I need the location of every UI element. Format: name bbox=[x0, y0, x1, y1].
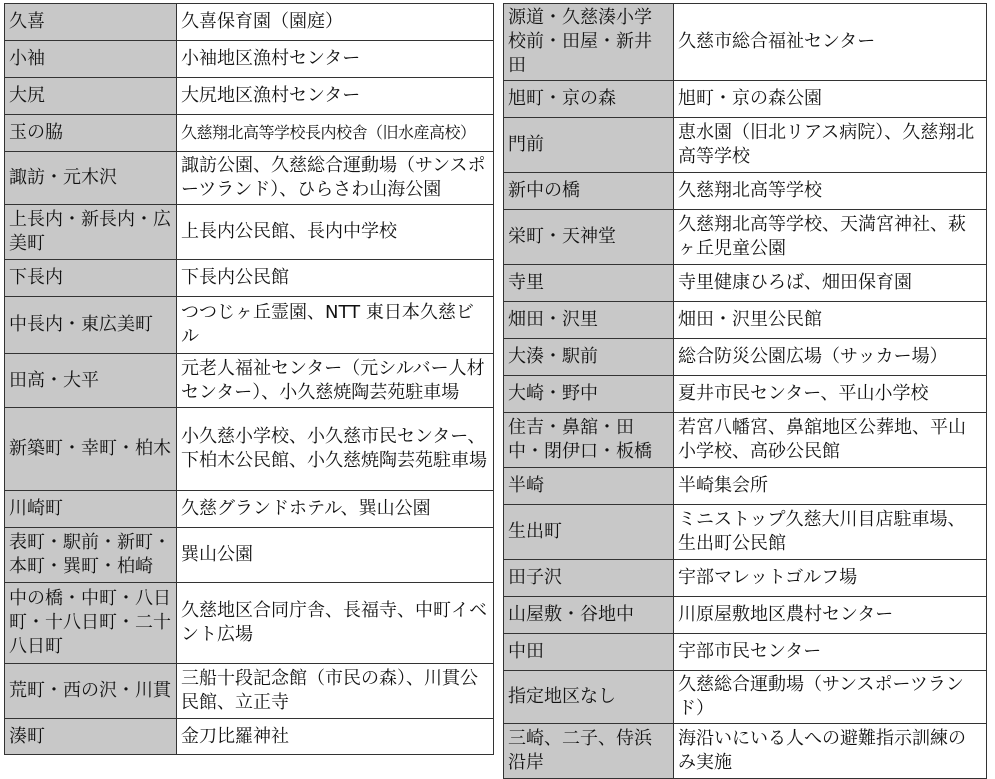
table-row bbox=[504, 4, 987, 81]
evacuation-site-cell: 寺里健康ひろば、畑田保育園 bbox=[674, 265, 987, 302]
table-row bbox=[504, 376, 987, 413]
table-row bbox=[5, 719, 494, 755]
table-row bbox=[5, 205, 494, 260]
evacuation-site-cell: 下長内公民館 bbox=[177, 260, 494, 297]
table-body-right bbox=[504, 4, 987, 779]
evacuation-site-cell: つつじヶ丘霊園、NTT 東日本久慈ビル bbox=[177, 297, 494, 354]
area-name-cell: 生出町 bbox=[504, 505, 674, 560]
evacuation-site-cell: 久慈翔北高等学校、天満宮神社、萩ヶ丘児童公園 bbox=[674, 210, 987, 265]
area-name-cell: 湊町 bbox=[5, 719, 177, 755]
table-row bbox=[504, 468, 987, 505]
area-name-cell: 栄町・天神堂 bbox=[504, 210, 674, 265]
evacuation-site-cell: 久慈翔北高等学校 bbox=[674, 173, 987, 210]
table-row bbox=[504, 265, 987, 302]
table-row bbox=[504, 210, 987, 265]
area-name-cell: 大湊・駅前 bbox=[504, 339, 674, 376]
evacuation-site-cell: 元老人福祉センター（元シルバー人材センター）、小久慈焼陶芸苑駐車場 bbox=[177, 354, 494, 408]
evacuation-site-cell: 若宮八幡宮、鼻舘地区公葬地、平山小学校、高砂公民館 bbox=[674, 413, 987, 468]
area-name-cell: 諏訪・元木沢 bbox=[5, 152, 177, 205]
area-name-cell: 川崎町 bbox=[5, 491, 177, 528]
table-row bbox=[504, 173, 987, 210]
table-row bbox=[5, 354, 494, 408]
evacuation-site-cell: 久慈地区合同庁舎、長福寺、中町イベント広場 bbox=[177, 583, 494, 664]
area-name-cell: 源道・久慈湊小学校前・田屋・新井田 bbox=[504, 4, 674, 81]
table-row bbox=[5, 583, 494, 664]
table-row bbox=[5, 528, 494, 583]
table-row bbox=[504, 505, 987, 560]
table-row bbox=[504, 724, 987, 779]
table-row bbox=[5, 78, 494, 115]
area-name-cell: 指定地区なし bbox=[504, 671, 674, 724]
area-name-cell: 門前 bbox=[504, 118, 674, 173]
evacuation-site-cell: 海沿いにいる人への避難指示訓練のみ実施 bbox=[674, 724, 987, 779]
area-name-cell: 大尻 bbox=[5, 78, 177, 115]
area-name-cell: 荒町・西の沢・川貫 bbox=[5, 664, 177, 719]
area-name-cell: 小袖 bbox=[5, 41, 177, 78]
evacuation-site-cell: 久喜保育園（園庭） bbox=[177, 4, 494, 41]
table-row bbox=[504, 560, 987, 597]
table-row bbox=[504, 413, 987, 468]
area-name-cell: 新中の橋 bbox=[504, 173, 674, 210]
table-row bbox=[5, 297, 494, 354]
evacuation-site-cell: 久慈総合運動場（サンスポーツランド） bbox=[674, 671, 987, 724]
area-name-cell: 上長内・新長内・広美町 bbox=[5, 205, 177, 260]
area-name-cell: 中田 bbox=[504, 634, 674, 671]
area-name-cell: 中の橋・中町・八日町・十八日町・二十八日町 bbox=[5, 583, 177, 664]
table-row bbox=[5, 260, 494, 297]
evacuation-site-cell: 久慈市総合福祉センター bbox=[674, 4, 987, 81]
evacuation-site-cell: 半崎集会所 bbox=[674, 468, 987, 505]
table-row bbox=[504, 302, 987, 339]
evacuation-site-cell: 大尻地区漁村センター bbox=[177, 78, 494, 115]
table-row bbox=[5, 41, 494, 78]
area-name-cell: 半崎 bbox=[504, 468, 674, 505]
table-row bbox=[504, 118, 987, 173]
evacuation-site-cell: 夏井市民センター、平山小学校 bbox=[674, 376, 987, 413]
area-name-cell: 寺里 bbox=[504, 265, 674, 302]
table-row bbox=[504, 81, 987, 118]
area-name-cell: 表町・駅前・新町・本町・巽町・柏崎 bbox=[5, 528, 177, 583]
area-name-cell: 中長内・東広美町 bbox=[5, 297, 177, 354]
table-row bbox=[504, 671, 987, 724]
area-name-cell: 大崎・野中 bbox=[504, 376, 674, 413]
evacuation-site-cell: 上長内公民館、長内中学校 bbox=[177, 205, 494, 260]
area-name-cell: 畑田・沢里 bbox=[504, 302, 674, 339]
area-name-cell: 三崎、二子、侍浜沿岸 bbox=[504, 724, 674, 779]
table-row bbox=[504, 339, 987, 376]
area-name-cell: 玉の脇 bbox=[5, 115, 177, 152]
table-row bbox=[5, 4, 494, 41]
evacuation-table-left bbox=[4, 3, 494, 755]
area-name-cell: 旭町・京の森 bbox=[504, 81, 674, 118]
area-name-cell: 住吉・鼻舘・田中・閉伊口・板橋 bbox=[504, 413, 674, 468]
area-name-cell: 下長内 bbox=[5, 260, 177, 297]
evacuation-site-cell: 小袖地区漁村センター bbox=[177, 41, 494, 78]
evacuation-site-cell: 旭町・京の森公園 bbox=[674, 81, 987, 118]
evacuation-site-cell: 川原屋敷地区農村センター bbox=[674, 597, 987, 634]
area-name-cell: 山屋敷・谷地中 bbox=[504, 597, 674, 634]
evacuation-site-cell: ミニストップ久慈大川目店駐車場、生出町公民館 bbox=[674, 505, 987, 560]
evacuation-site-cell: 恵水園（旧北リアス病院）、久慈翔北高等学校 bbox=[674, 118, 987, 173]
evacuation-site-cell: 巽山公園 bbox=[177, 528, 494, 583]
evacuation-site-cell: 久慈グランドホテル、巽山公園 bbox=[177, 491, 494, 528]
table-row bbox=[5, 115, 494, 152]
evacuation-site-cell: 三船十段記念館（市民の森）、川貫公民館、立正寺 bbox=[177, 664, 494, 719]
evacuation-site-cell: 総合防災公園広場（サッカー場） bbox=[674, 339, 987, 376]
evacuation-site-cell: 金刀比羅神社 bbox=[177, 719, 494, 755]
evacuation-site-cell: 宇部マレットゴルフ場 bbox=[674, 560, 987, 597]
table-row bbox=[5, 152, 494, 205]
area-name-cell: 新築町・幸町・柏木 bbox=[5, 408, 177, 491]
table-row bbox=[5, 408, 494, 491]
evacuation-site-cell: 久慈翔北高等学校長内校舎（旧水産高校） bbox=[177, 115, 494, 152]
table-row bbox=[5, 664, 494, 719]
evacuation-table-right bbox=[503, 3, 987, 779]
table-row bbox=[504, 597, 987, 634]
area-name-cell: 田子沢 bbox=[504, 560, 674, 597]
evacuation-site-cell: 諏訪公園、久慈総合運動場（サンスポーツランド）、ひらさわ山海公園 bbox=[177, 152, 494, 205]
area-name-cell: 久喜 bbox=[5, 4, 177, 41]
evacuation-site-cell: 畑田・沢里公民館 bbox=[674, 302, 987, 339]
table-row bbox=[504, 634, 987, 671]
table-body-left bbox=[5, 4, 494, 755]
area-name-cell: 田高・大平 bbox=[5, 354, 177, 408]
evacuation-site-cell: 宇部市民センター bbox=[674, 634, 987, 671]
table-row bbox=[5, 491, 494, 528]
evacuation-site-cell: 小久慈小学校、小久慈市民センター、下柏木公民館、小久慈焼陶芸苑駐車場 bbox=[177, 408, 494, 491]
